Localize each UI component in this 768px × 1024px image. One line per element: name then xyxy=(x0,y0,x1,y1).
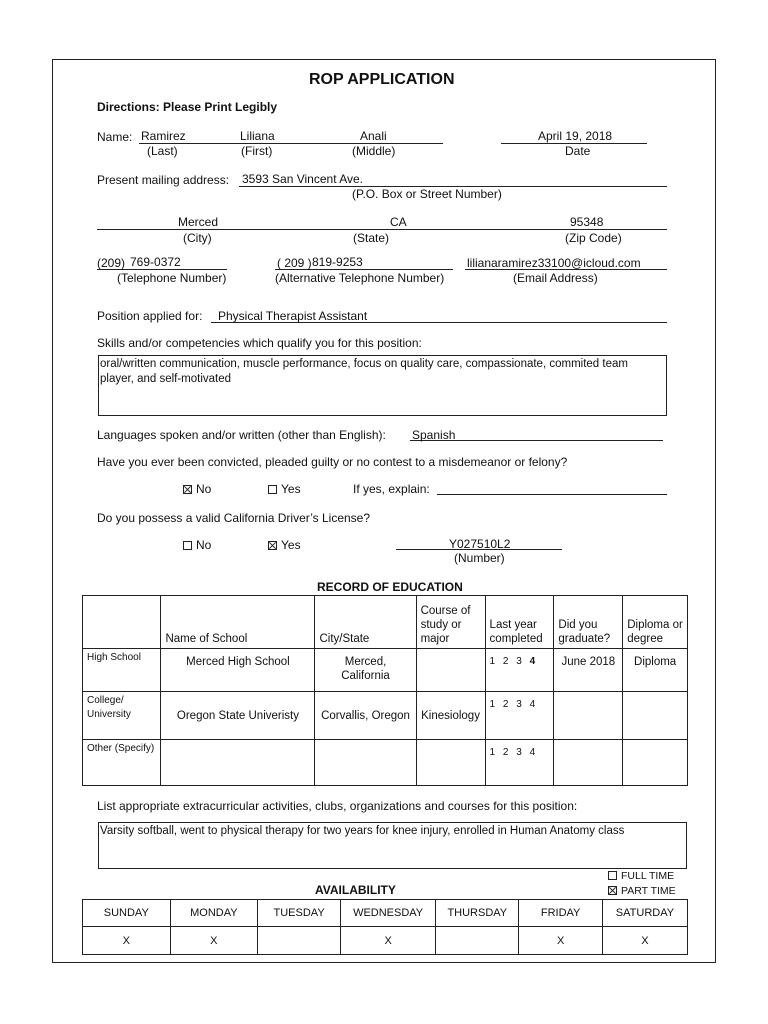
conviction-no-option[interactable] xyxy=(183,482,211,496)
license-no-option[interactable] xyxy=(183,538,211,552)
part-time-option[interactable] xyxy=(608,885,676,897)
activities-box[interactable]: Varsity softball, went to physical therapy for two years for knee injury, enrolled in Human Anatomy class xyxy=(98,822,687,869)
graduated-cell[interactable] xyxy=(554,740,623,786)
header-graduated: Did you graduate? xyxy=(554,596,623,649)
conviction-no-checkbox[interactable] xyxy=(183,485,192,494)
email-value[interactable]: lilianaramirez33100@icloud.com xyxy=(467,256,641,270)
year-mark: 4 xyxy=(529,656,536,667)
last-caption: (Last) xyxy=(147,144,178,158)
conviction-question: Have you ever been convicted, pleaded guilty or no contest to a misdemeanor or felony? xyxy=(97,455,568,469)
school-cell[interactable] xyxy=(161,740,315,786)
graduated-cell[interactable]: June 2018 xyxy=(554,649,623,692)
part-time-checkbox[interactable] xyxy=(608,886,617,895)
state-value[interactable]: CA xyxy=(390,215,407,229)
alt-phone-value[interactable]: 819-9253 xyxy=(312,255,363,269)
license-no-checkbox[interactable] xyxy=(183,541,192,550)
form-title: ROP APPLICATION xyxy=(309,71,455,88)
table-row xyxy=(83,692,688,740)
years-cell[interactable]: 1 2 3 4 xyxy=(485,649,554,692)
conviction-yes-checkbox[interactable] xyxy=(268,485,277,494)
license-yes-option[interactable] xyxy=(268,538,301,552)
mark-wednesday[interactable]: X xyxy=(341,927,436,955)
conviction-yes-label: Yes xyxy=(281,482,301,496)
alt-phone-caption: (Alternative Telephone Number) xyxy=(275,271,445,285)
header-school: Name of School xyxy=(161,596,315,649)
license-yes-checkbox[interactable] xyxy=(268,541,277,550)
mark-thursday[interactable] xyxy=(436,927,519,955)
day-sunday: SUNDAY xyxy=(83,900,171,927)
day-friday: FRIDAY xyxy=(519,900,602,927)
city-value[interactable]: Merced xyxy=(178,215,219,229)
years-cell[interactable]: 1 2 3 4 xyxy=(485,740,554,786)
mark-sunday[interactable]: X xyxy=(83,927,171,955)
header-degree: Diploma or degree xyxy=(623,596,688,649)
date-caption: Date xyxy=(565,144,591,158)
conviction-yes-option[interactable] xyxy=(268,482,301,496)
day-monday: MONDAY xyxy=(170,900,258,927)
city-cell[interactable]: Merced, California xyxy=(315,649,416,692)
availability-title: AVAILABILITY xyxy=(315,883,396,897)
table-row xyxy=(83,649,688,692)
phone-area: (209) xyxy=(97,256,126,270)
zip-value[interactable]: 95348 xyxy=(570,215,604,229)
part-time-label: PART TIME xyxy=(621,885,676,897)
license-yes-label: Yes xyxy=(281,538,301,552)
mark-tuesday[interactable] xyxy=(258,927,341,955)
full-time-checkbox[interactable] xyxy=(608,871,617,880)
education-title: RECORD OF EDUCATION xyxy=(317,580,463,594)
full-time-label: FULL TIME xyxy=(621,870,675,882)
languages-value[interactable]: Spanish xyxy=(412,428,456,442)
skills-label: Skills and/or competencies which qualify you for this position: xyxy=(97,336,422,350)
row-type: College/ University xyxy=(83,692,161,740)
zip-caption: (Zip Code) xyxy=(565,231,622,245)
explain-label: If yes, explain: xyxy=(353,482,430,496)
license-question: Do you possess a valid California Driver’s License? xyxy=(97,511,371,525)
day-saturday: SATURDAY xyxy=(602,900,687,927)
row-type: High School xyxy=(83,649,161,692)
name-line xyxy=(139,143,443,144)
degree-cell[interactable] xyxy=(623,692,688,740)
table-row xyxy=(83,740,688,786)
mark-saturday[interactable]: X xyxy=(602,927,687,955)
middle-caption: (Middle) xyxy=(352,144,396,158)
major-cell[interactable]: Kinesiology xyxy=(416,692,485,740)
graduated-cell[interactable] xyxy=(554,692,623,740)
availability-table xyxy=(82,899,688,955)
availability-marks-row xyxy=(83,927,688,955)
first-caption: (First) xyxy=(241,144,273,158)
license-no-label: No xyxy=(196,538,212,552)
position-value[interactable]: Physical Therapist Assistant xyxy=(218,309,368,323)
skills-box[interactable]: oral/written communication, muscle performance, focus on quality care, compassionate, commited team player, and self-motivated xyxy=(98,355,667,416)
row-type: Other (Specify) xyxy=(83,740,161,786)
license-number-value[interactable]: Y027510L2 xyxy=(449,537,511,551)
city-cell[interactable]: Corvallis, Oregon xyxy=(315,692,416,740)
languages-label: Languages spoken and/or written (other than English): xyxy=(97,428,386,442)
directions: Directions: Please Print Legibly xyxy=(97,100,278,114)
first-name-value[interactable]: Liliana xyxy=(240,129,275,143)
explain-line[interactable] xyxy=(437,494,667,495)
degree-cell[interactable] xyxy=(623,740,688,786)
day-wednesday: WEDNESDAY xyxy=(341,900,436,927)
header-type xyxy=(83,596,161,649)
major-cell[interactable] xyxy=(416,649,485,692)
education-header-row xyxy=(83,596,688,649)
day-thursday: THURSDAY xyxy=(436,900,519,927)
city-line xyxy=(97,229,667,230)
application-form xyxy=(52,59,716,963)
email-caption: (Email Address) xyxy=(513,271,598,285)
mark-monday[interactable]: X xyxy=(170,927,258,955)
major-cell[interactable] xyxy=(416,740,485,786)
street-value[interactable]: 3593 San Vincent Ave. xyxy=(242,172,363,186)
street-caption: (P.O. Box or Street Number) xyxy=(352,187,502,201)
city-caption: (City) xyxy=(183,231,212,245)
phone-value[interactable]: 769-0372 xyxy=(130,255,181,269)
address-label: Present mailing address: xyxy=(97,173,230,187)
day-tuesday: TUESDAY xyxy=(258,900,341,927)
header-major: Course of study or major xyxy=(416,596,485,649)
header-last-year: Last year completed xyxy=(485,596,554,649)
date-value[interactable]: April 19, 2018 xyxy=(538,129,613,143)
school-cell[interactable]: Oregon State Univeristy xyxy=(161,692,315,740)
middle-name-value[interactable]: Anali xyxy=(360,129,387,143)
last-name-value[interactable]: Ramirez xyxy=(141,129,186,143)
education-table xyxy=(82,595,688,786)
school-cell[interactable]: Merced High School xyxy=(161,649,315,692)
availability-days-row xyxy=(83,900,688,927)
city-cell[interactable] xyxy=(315,740,416,786)
state-caption: (State) xyxy=(353,231,390,245)
position-label: Position applied for: xyxy=(97,309,203,323)
activities-label: List appropriate extracurricular activities, clubs, organizations and courses for this position: xyxy=(97,799,578,813)
years-cell[interactable]: 1 2 3 4 xyxy=(485,692,554,740)
license-number-caption: (Number) xyxy=(454,551,505,565)
mark-friday[interactable]: X xyxy=(519,927,602,955)
phone-caption: (Telephone Number) xyxy=(117,271,227,285)
header-city: City/State xyxy=(315,596,416,649)
degree-cell[interactable]: Diploma xyxy=(623,649,688,692)
conviction-no-label: No xyxy=(196,482,212,496)
full-time-option[interactable] xyxy=(608,870,674,882)
name-label: Name: xyxy=(97,130,133,144)
alt-phone-area: ( 209 ) xyxy=(277,256,312,270)
